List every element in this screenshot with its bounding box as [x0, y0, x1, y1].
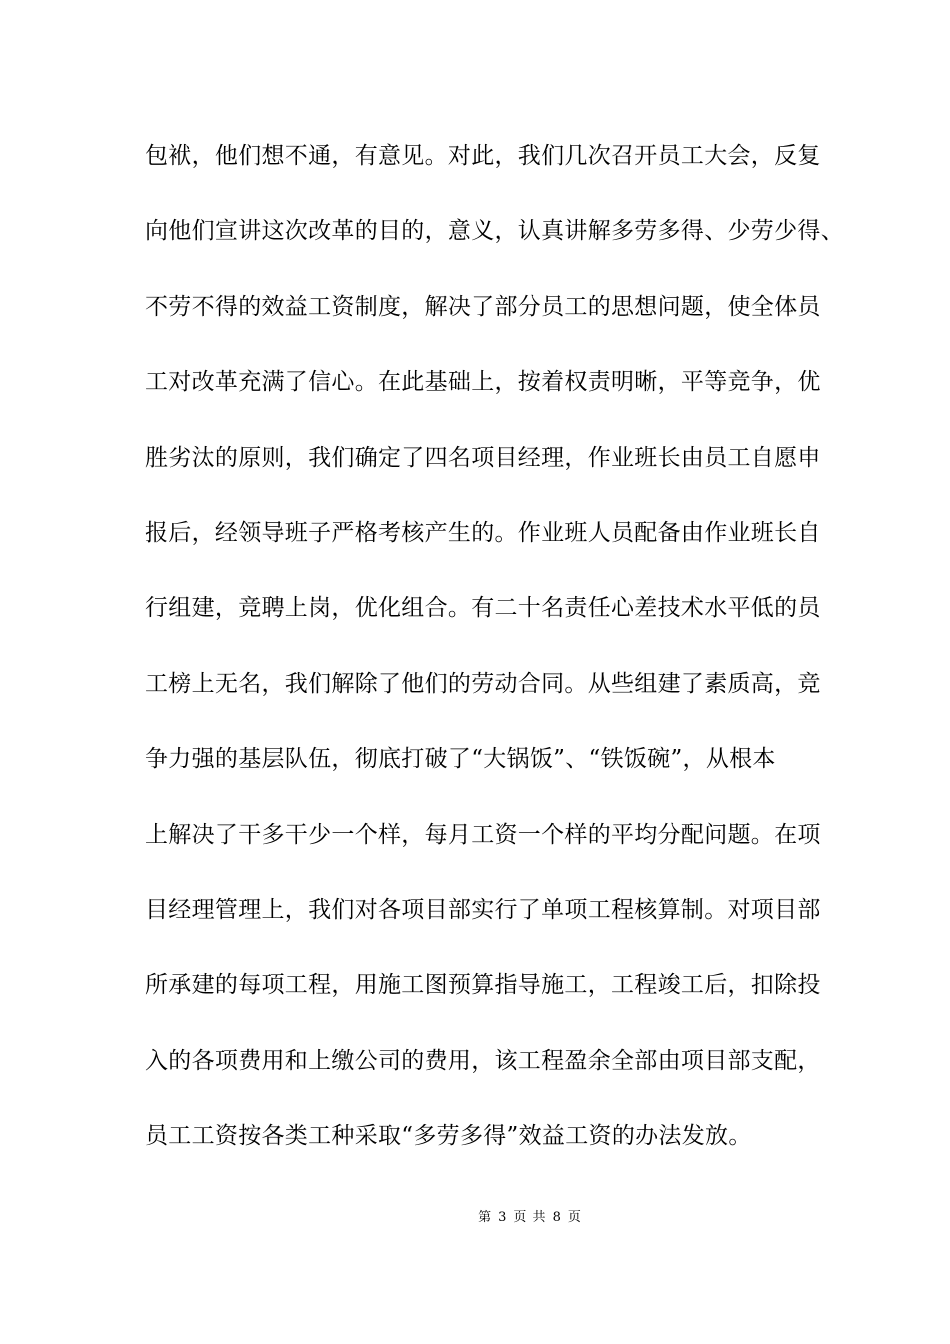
text-line: 向他们宣讲这次改革的目的，意义，认真讲解多劳多得、少劳少得、	[145, 218, 844, 245]
text-line: 工榜上无名，我们解除了他们的劳动合同。从些组建了素质高，竞	[145, 670, 821, 697]
total-page-count: 8	[552, 1210, 562, 1225]
text-line: 员工工资按各类工种采取“多劳多得”效益工资的办法发放。	[145, 1123, 752, 1150]
text-line: 上解决了干多干少一个样，每月工资一个样的平均分配问题。在项	[145, 821, 821, 848]
text-line: 行组建，竞聘上岗，优化组合。有二十名责任心差技术水平低的员	[145, 595, 821, 622]
text-line: 争力强的基层队伍，彻底打破了“大锅饭”、“铁饭碗”，从根本	[145, 746, 776, 773]
text-line: 包袱，他们想不通，有意见。对此，我们几次召开员工大会，反复	[145, 143, 821, 169]
footer-suffix: 页	[567, 1210, 582, 1225]
page-footer	[0, 1208, 950, 1228]
text-line: 报后，经领导班子严格考核产生的。作业班人员配备由作业班长自	[145, 519, 821, 546]
text-line: 胜劣汰的原则，我们确定了四名项目经理，作业班长由员工自愿申	[145, 444, 821, 471]
text-line: 不劳不得的效益工资制度，解决了部分员工的思想问题，使全体员	[145, 293, 821, 320]
body-text	[145, 135, 844, 1190]
footer-prefix: 第	[478, 1210, 493, 1225]
text-line: 所承建的每项工程，用施工图预算指导施工，工程竣工后，扣除投	[145, 972, 821, 999]
text-line: 工对改革充满了信心。在此基础上，按着权责明晰，平等竞争，优	[145, 369, 821, 396]
text-line: 目经理管理上，我们对各项目部实行了单项工程核算制。对项目部	[145, 896, 821, 923]
footer-middle: 页 共	[513, 1210, 547, 1225]
text-line: 入的各项费用和上缴公司的费用，该工程盈余全部由项目部支配，	[145, 1047, 821, 1074]
current-page-number: 3	[498, 1210, 508, 1225]
